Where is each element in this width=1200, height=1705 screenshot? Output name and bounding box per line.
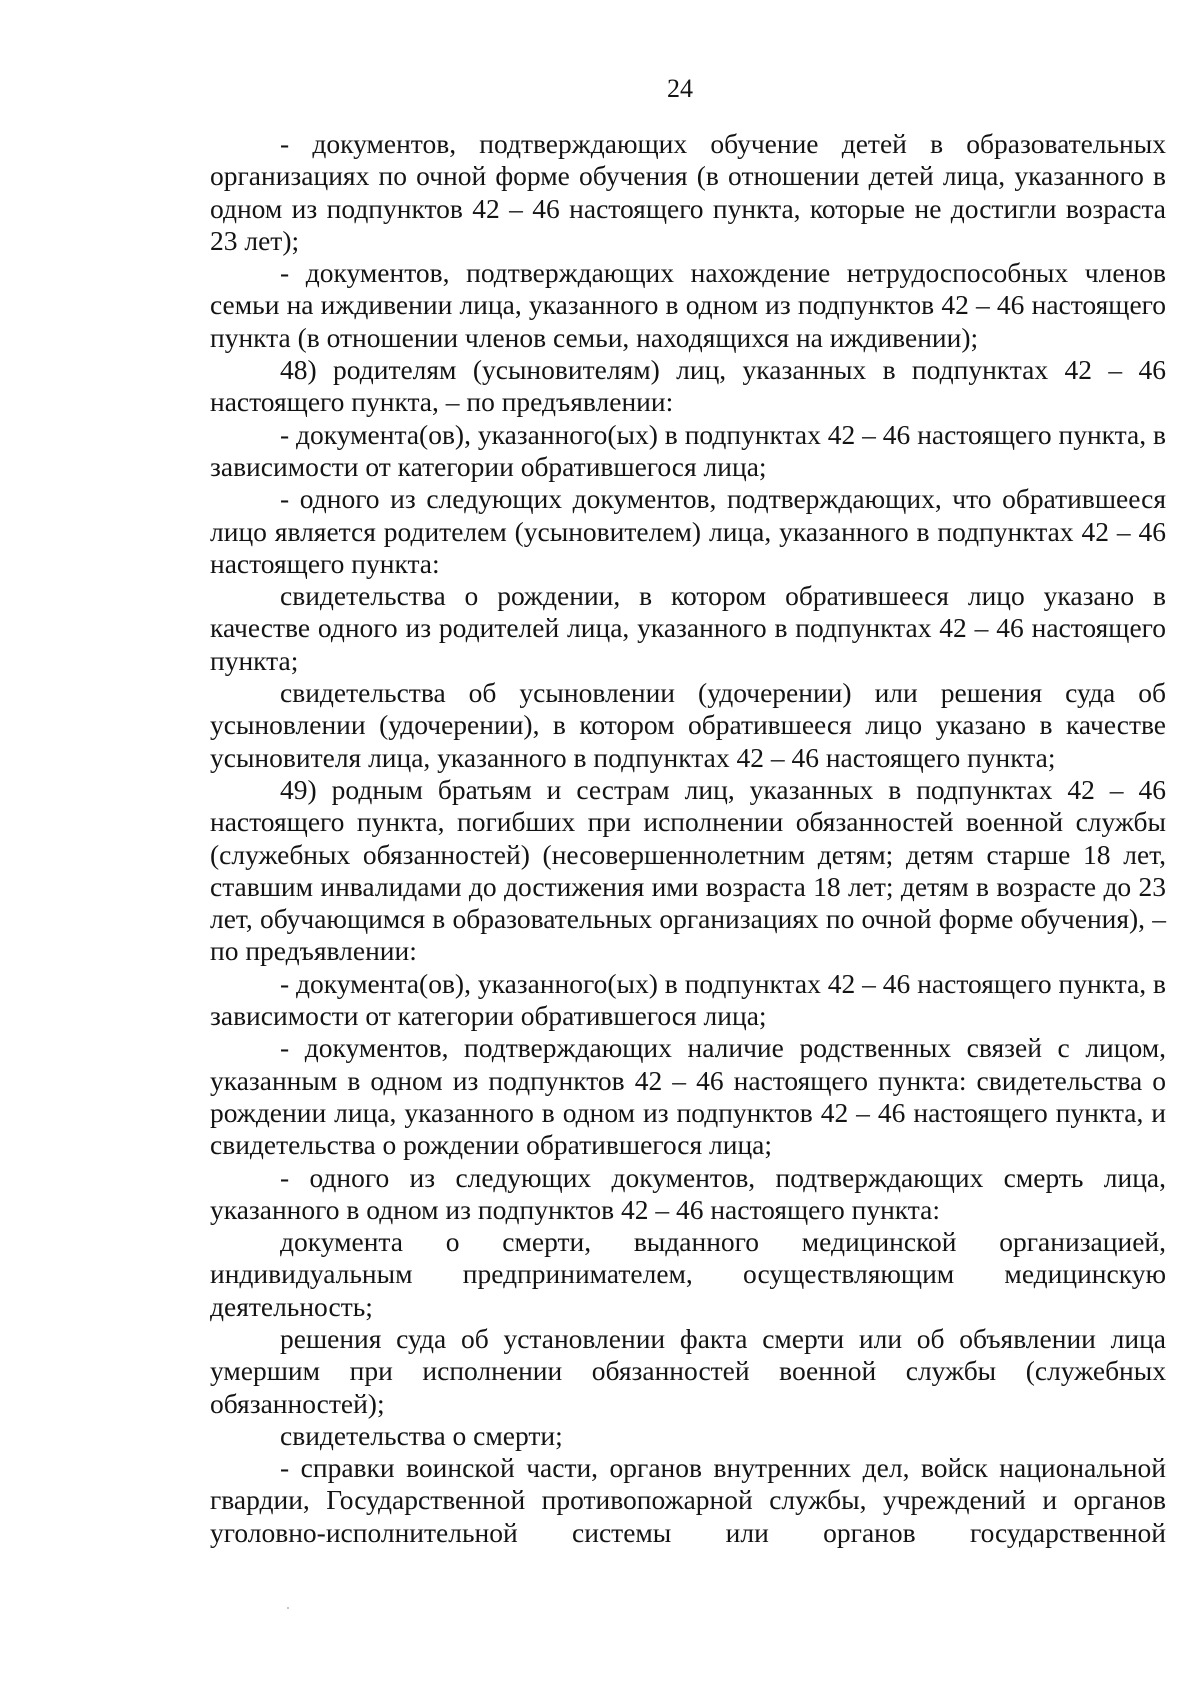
paragraph-death-certificate: свидетельства о смерти;: [280, 1419, 563, 1451]
paragraph-court-decision: решения суда об установлении факта смерти или об объявлении лица умершим при исполнении обязанностей военной службы (служебных обязанностей);: [210, 1322, 1166, 1419]
document-body: [210, 128, 1166, 1549]
paragraph-education-documents: - документов, подтверждающих обучение детей в образовательных организациях по очной форме обучения (в отношении детей лица, указанного в одном из подпунктов 42 – 46 настоящего пункта, которые не достигли возраста 23 лет);: [210, 128, 1166, 256]
paragraph-parent-proof: - одного из следующих документов, подтверждающих, что обратившееся лицо является родителем (усыновителем) лица, указанного в подпунктах 42 – 46 настоящего пункта:: [210, 483, 1166, 579]
paragraph-adoption-certificate: свидетельства об усыновлении (удочерении) или решения суда об усыновлении (удочерении), в котором обратившееся лицо указано в качестве усыновителя лица, указанного в подпунктах 42 – 46 настоящего пункта;: [210, 677, 1166, 773]
paragraph-birth-certificate: свидетельства о рождении, в котором обратившееся лицо указано в качестве одного из родителей лица, указанного в подпунктах 42 – 46 настоящего пункта;: [210, 580, 1166, 676]
paragraph-dependents-documents: - документов, подтверждающих нахождение нетрудоспособных членов семьи на иждивении лица, указанного в одном из подпунктов 42 – 46 настоящего пункта (в отношении членов семьи, находящихся на иждивении);: [210, 257, 1166, 353]
paragraph-medical-death-document: документа о смерти, выданного медицинской организацией, индивидуальным предпринимателем, осуществляющим медицинскую деятельность;: [210, 1226, 1166, 1322]
scan-artifact: [287, 1607, 289, 1609]
paragraph-category-documents: - документа(ов), указанного(ых) в подпунктах 42 – 46 настоящего пункта, в зависимости от категории обратившегося лица;: [210, 418, 1166, 482]
paragraph-category-documents-2: - документа(ов), указанного(ых) в подпунктах 42 – 46 настоящего пункта, в зависимости от категории обратившегося лица;: [210, 967, 1166, 1032]
paragraph-kinship-documents: - документов, подтверждающих наличие родственных связей с лицом, указанным в одном из подпунктов 42 – 46 настоящего пункта: свидетельства о рождении лица, указанного в одном из подпунктов 42 – 46 настоящего пункта, и свидетельства о рождении обратившегося лица;: [210, 1032, 1166, 1161]
paragraph-death-proof: - одного из следующих документов, подтверждающих смерть лица, указанного в одном из подпунктов 42 – 46 настоящего пункта:: [210, 1161, 1166, 1225]
paragraph-item-49: 49) родным братьям и сестрам лиц, указанных в подпунктах 42 – 46 настоящего пункта, погибших при исполнении обязанностей военной службы (служебных обязанностей) (несовершеннолетним детям; детям старше 18 лет, ставшим инвалидами до достижения ими возраста 18 лет; детям в возрасте до 23 лет, обучающимся в образовательных организациях по очной форме обучения), – по предъявлении:: [210, 773, 1166, 967]
paragraph-military-certificate: - справки воинской части, органов внутренних дел, войск национальной гвардии, Государственной противопожарной службы, учреждений и органов уголовно-исполнительной системы или органов государственной: [210, 1452, 1166, 1548]
page-number: 24: [667, 74, 693, 103]
paragraph-item-48: 48) родителям (усыновителям) лиц, указанных в подпунктах 42 – 46 настоящего пункта, – по предъявлении:: [210, 354, 1166, 418]
